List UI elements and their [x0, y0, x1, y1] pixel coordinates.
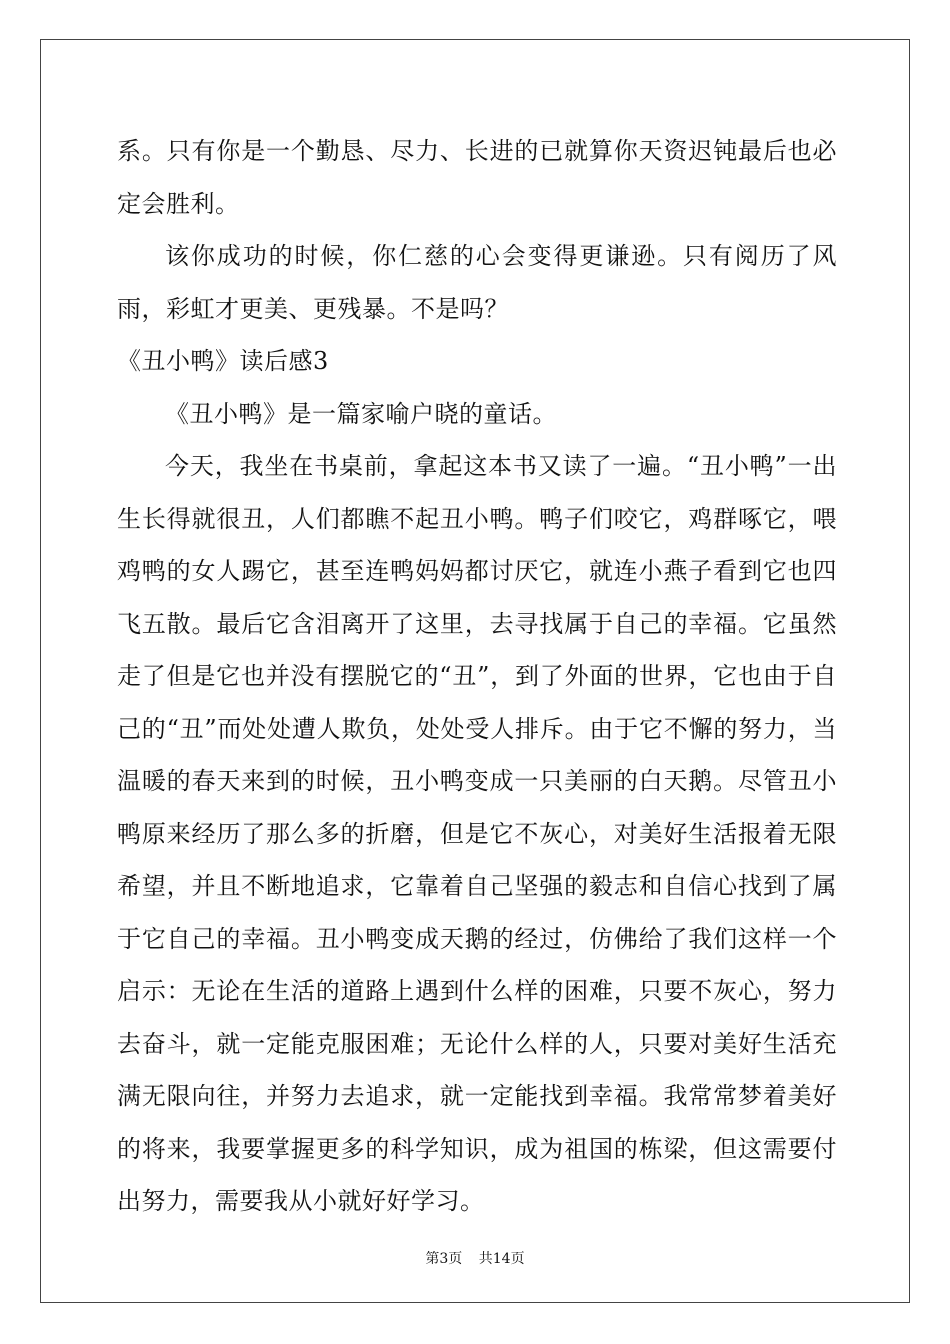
page-total: 共14页 [478, 1251, 525, 1267]
page-number: 第3页 [425, 1251, 463, 1267]
paragraph-2: 该你成功的时候，你仁慈的心会变得更谦逊。只有阅历了风雨，彩虹才更美、更残暴。不是吗？ [117, 242, 837, 323]
paragraph-4: 今天，我坐在书桌前，拿起这本书又读了一遍。“丑小鸭”一出生长得就很丑，人们都瞧不起丑小鸭。鸭子们咬它，鸡群啄它，喂鸡鸭的女人踢它，甚至连鸭妈妈都讨厌它，就连小燕子看到它也四飞五散。最后它含泪离开了这里，去寻找属于自己的幸福。它虽然走了但是它也并没有摆脱它的“丑”，到了外面的世界，它也由于自己的“丑”而处处遭人欺负，处处受人排斥。由于它不懈的努力，当温暖的春天来到的时候，丑小鸭变成一只美丽的白天鹅。尽管丑小鸭原来经历了那么多的折磨，但是它不灰心，对美好生活报着无限希望，并且不断地追求，它靠着自己坚强的毅志和自信心找到了属于它自己的幸福。丑小鸭变成天鹅的经过，仿佛给了我们这样一个启示：无论在生活的道路上遇到什么样的困难，只要不灰心，努力去奋斗，就一定能克服困难；无论什么样的人，只要对美好生活充满无限向往，并努力去追求，就一定能找到幸福。我常常梦着美好的将来，我要掌握更多的科学知识，成为祖国的栋梁，但这需要付出努力，需要我从小就好好学习。 [117, 452, 837, 1215]
paragraph-3: 《丑小鸭》是一篇家喻户晓的童话。 [165, 399, 557, 428]
document-body [117, 125, 837, 1228]
paragraph-1: 系。只有你是一个勤恳、尽力、长进的已就算你天资迟钝最后也必定会胜利。 [117, 137, 837, 218]
page-footer [0, 1248, 950, 1268]
section-heading: 《丑小鸭》读后感3 [117, 347, 329, 375]
